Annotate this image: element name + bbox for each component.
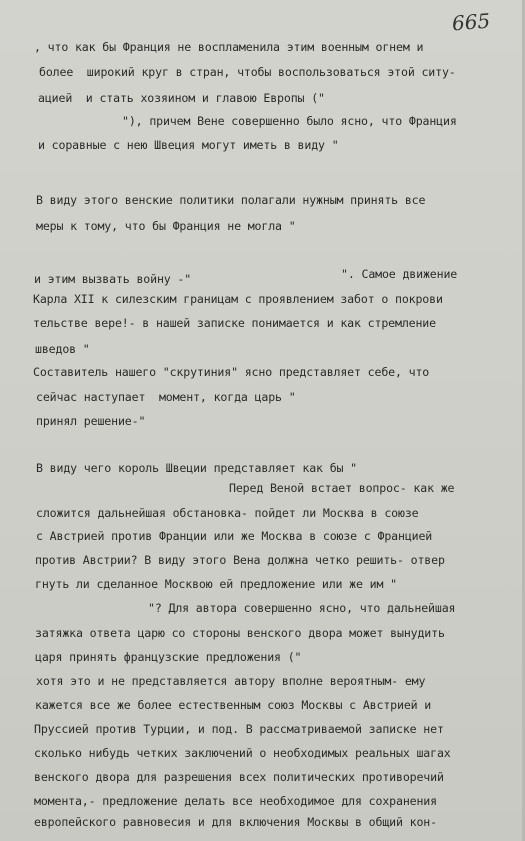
- text-line: момента,- предложение делать все необходимое для сохранения: [34, 794, 437, 808]
- text-line: гнуть ли сделанное Москвою ей предложение или же им ": [35, 577, 397, 591]
- text-line: Составитель нашего "скрутиния" ясно представляет себе, что: [33, 365, 430, 379]
- text-line: сложится дальнейшая обстановка- пойдет ли Москва в союзе: [36, 506, 419, 520]
- page-number: 665: [451, 8, 491, 36]
- text-line: и этим вызвать войну -": [34, 272, 192, 286]
- text-line: принял решение-": [36, 414, 146, 428]
- text-line: шведов ": [35, 342, 90, 356]
- text-line: тельстве вере!- в нашей записке понимается и как стремление: [33, 316, 436, 330]
- text-line: ". Самое движение: [341, 267, 458, 281]
- text-line: ацией и стать хозяином и главою Европы (": [38, 91, 325, 105]
- text-line: сколько нибудь четких заключений о необходимых реальных шагах: [34, 746, 451, 760]
- text-line: "), причем Вене совершенно было ясно, что Франция: [122, 114, 457, 128]
- text-line: с Австрией против Франции или же Москва в союзе с Францией: [36, 529, 433, 543]
- text-line: Пруссией против Турции, и под. В рассматриваемой записке нет: [34, 722, 444, 736]
- text-line: Перед Веной встает вопрос- как же: [229, 481, 455, 495]
- text-line: Карла XII к силезским границам с проявлением забот о покрови: [33, 292, 443, 306]
- text-line: , что как бы Франция не воспламенила этим военным огнем и: [34, 40, 424, 54]
- text-line: европейского равновесия и для включения Москвы в общий кон-: [34, 815, 437, 829]
- text-line: В виду этого венские политики полагали нужным принять все: [36, 193, 426, 207]
- text-line: "? Для автора совершенно ясно, что дальнейшая: [148, 601, 456, 615]
- text-line: хотя это и не представляется автору вполне вероятным- ему: [36, 674, 426, 688]
- text-line: более широкий круг в стран, чтобы воспользоваться этой ситу-: [39, 65, 456, 79]
- text-line: затяжка ответа царю со стороны венского двора может вынудить: [35, 626, 445, 640]
- text-line: царя принять французские предложения (": [35, 650, 302, 664]
- text-line: кажется все же более естественным союз Москвы с Австрией и: [35, 698, 432, 712]
- text-line: меры к тому, что бы Франция не могла ": [36, 219, 296, 233]
- text-line: сейчас наступает момент, когда царь ": [36, 390, 296, 404]
- text-line: венского двора для разрешения всех политических противоречий: [34, 770, 444, 784]
- text-line: против Австрии? В виду этого Вена должна четко решить- отвер: [35, 553, 445, 567]
- text-line: и соравные с нею Швеция могут иметь в виду ": [38, 138, 339, 152]
- text-line: В виду чего король Швеции представляет как бы ": [36, 461, 358, 475]
